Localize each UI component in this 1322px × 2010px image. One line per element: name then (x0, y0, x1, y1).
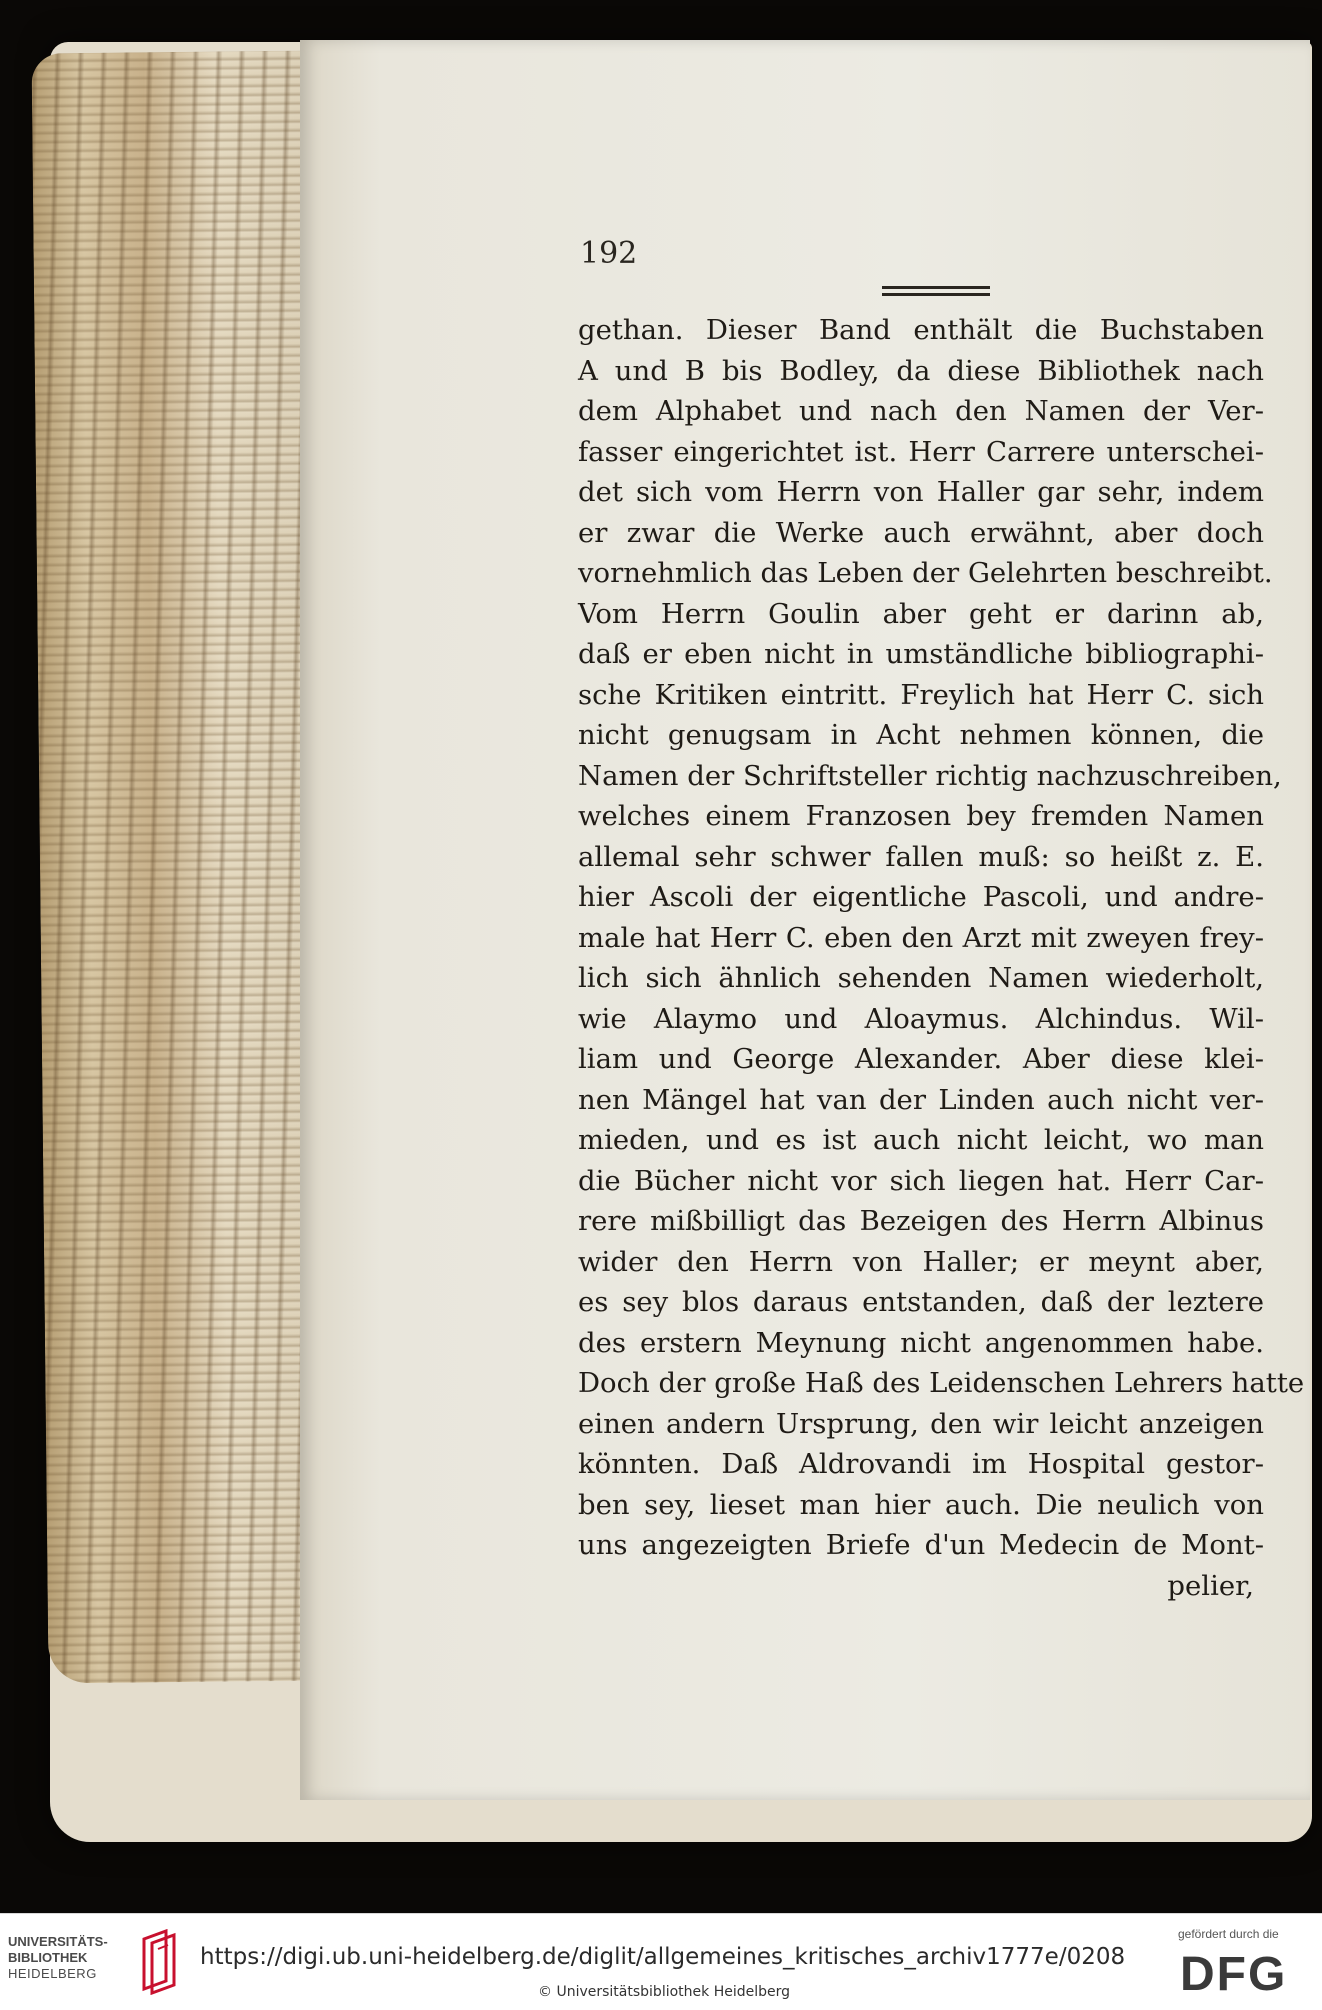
copyright-notice: © Universitätsbibliothek Heidelberg (538, 1984, 791, 2000)
text-line: hier Ascoli der eigentliche Pascoli, und andre- (578, 881, 1264, 913)
book-page (300, 40, 1310, 1800)
text-line: Doch der große Haß des Leidenschen Lehrers hatte (578, 1367, 1305, 1399)
text-line: vornehmlich das Leben der Gelehrten beschreibt. (578, 557, 1273, 589)
text-line: daß er eben nicht in umständliche bibliographi- (578, 638, 1264, 670)
text-line: male hat Herr C. eben den Arzt mit zweyen frey- (578, 921, 1264, 954)
text-line: sche Kritiken eintritt. Freylich hat Herr C. sich (578, 678, 1264, 711)
text-line: Vom Herrn Goulin aber geht er darinn ab, (578, 597, 1264, 630)
text-line: liam und George Alexander. Aber diese klei- (578, 1043, 1264, 1075)
text-line: wie Alaymo und Aloaymus. Alchindus. Wil- (578, 1002, 1264, 1035)
permalink-url[interactable]: https://digi.ub.uni-heidelberg.de/diglit/allgemeines_kritisches_archiv1777e/0208 (200, 1944, 1126, 1970)
text-line: könnten. Daß Aldrovandi im Hospital gestor- (578, 1448, 1264, 1480)
text-line: uns angezeigten Briefe d'un Medecin de Mont- (578, 1529, 1264, 1561)
text-line: des erstern Meynung nicht angenommen habe. (578, 1326, 1264, 1359)
text-line: det sich vom Herrn von Haller gar sehr, indem (578, 476, 1264, 508)
text-line: wider den Herrn von Haller; er meynt aber, (578, 1245, 1264, 1278)
text-line: A und B bis Bodley, da diese Bibliothek nach (578, 354, 1264, 387)
funding-note: gefördert durch die (1178, 1927, 1279, 1941)
library-name[interactable] (8, 1934, 138, 1982)
page-number: 192 (580, 236, 638, 271)
fore-edge-texture (31, 51, 328, 1684)
text-line: lich sich ähnlich sehenden Namen wiederholt, (578, 962, 1264, 994)
text-line: ben sey, lieset man hier auch. Die neulich von (578, 1488, 1264, 1521)
library-name-line-3: HEIDELBERG (8, 1966, 97, 1981)
library-name-line-1: UNIVERSITÄTS- (8, 1934, 108, 1949)
text-line: Namen der Schriftsteller richtig nachzuschreiben, (578, 759, 1282, 792)
viewer-footer (0, 1913, 1322, 2010)
text-line: allemal sehr schwer fallen muß: so heißt z. E. (578, 840, 1264, 873)
text-line: dem Alphabet und nach den Namen der Ver- (578, 395, 1264, 427)
library-name-line-2: BIBLIOTHEK (8, 1950, 88, 1965)
text-line: nen Mängel hat van der Linden auch nicht ver- (578, 1083, 1264, 1116)
text-line: mieden, und es ist auch nicht leicht, wo man (578, 1124, 1264, 1156)
text-line: einen andern Ursprung, den wir leicht anzeigen (578, 1407, 1264, 1440)
text-line: er zwar die Werke auch erwähnt, aber doch (578, 516, 1264, 549)
text-line: es sey blos daraus entstanden, daß der leztere (578, 1286, 1264, 1318)
text-line: fasser eingerichtet ist. Herr Carrere unterschei- (578, 435, 1264, 468)
header-rule (882, 286, 990, 296)
text-line: nicht genugsam in Acht nehmen können, die (578, 719, 1264, 751)
book-fore-edge (31, 51, 328, 1684)
body-text (578, 310, 1305, 1606)
text-line: gethan. Dieser Band enthält die Buchstaben (578, 314, 1264, 346)
dfg-logo[interactable]: DFG (1180, 1948, 1288, 2001)
text-line: welches einem Franzosen bey fremden Namen (578, 800, 1264, 832)
text-line: die Bücher nicht vor sich liegen hat. Herr Car- (578, 1164, 1264, 1197)
library-logo-icon[interactable] (138, 1929, 182, 1995)
text-line: rere mißbilligt das Bezeigen des Herrn Albinus (578, 1205, 1264, 1237)
text-line: pelier, (1167, 1569, 1254, 1602)
